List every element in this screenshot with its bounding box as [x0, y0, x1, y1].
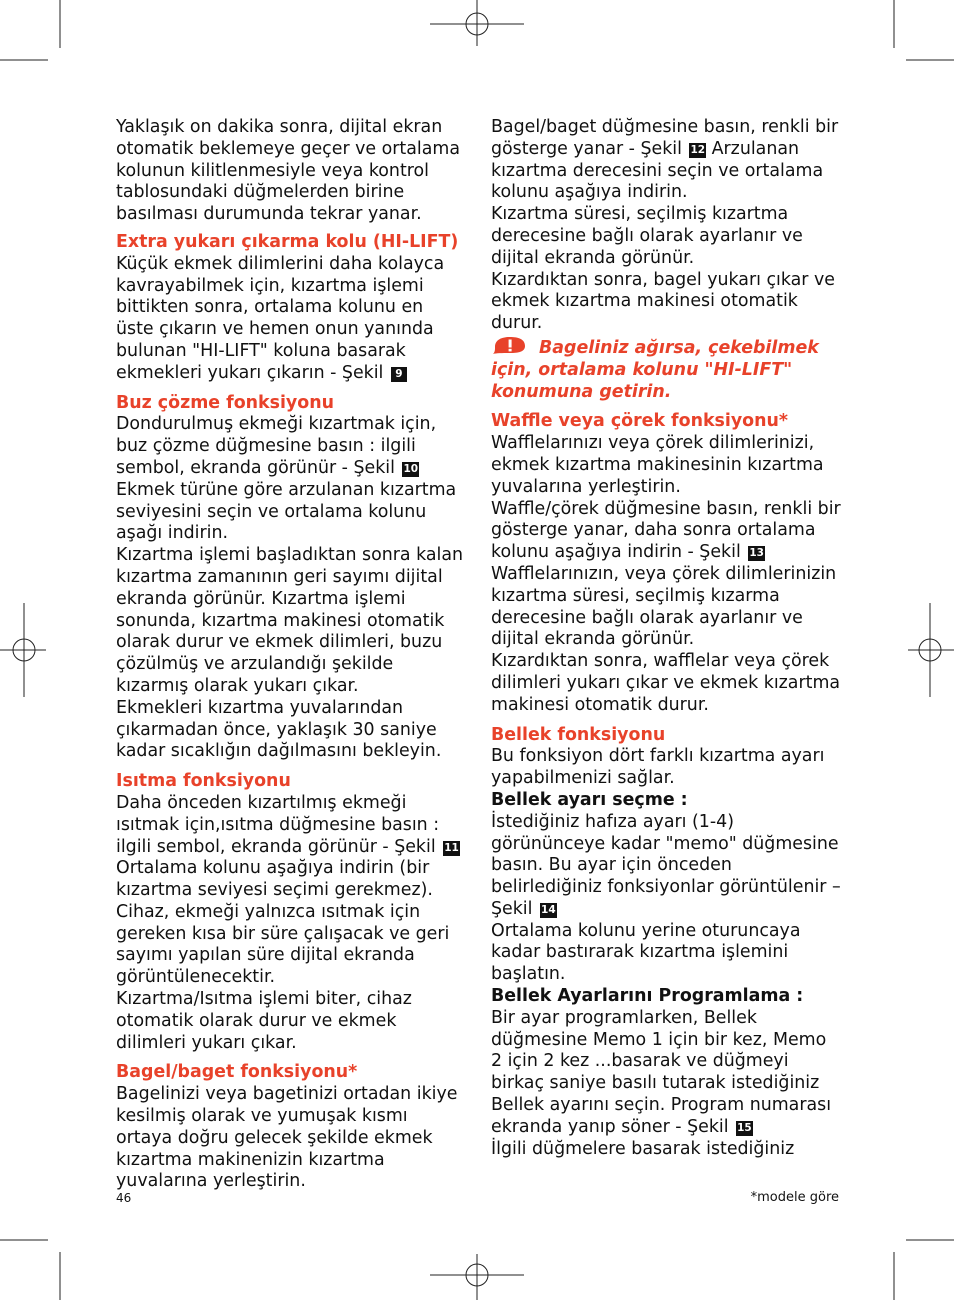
defrost-text: Dondurulmuş ekmeği kızartmak için, buz çözme düğmesine basın : ilgili sembol, ekranda görünür - Şekil: [116, 414, 437, 478]
waffle-text: Waffle/çörek düğmesine basın, renkli bir gösterge yanar, daha sonra ortalama kolunu aşağıya indirin - Şekil: [491, 498, 841, 563]
waffle-paragraph: Wafflelarınızı veya çörek dilimlerinizi, ekmek kızartma makinesinin kızartma yuvalarına yerleştirin.: [491, 433, 824, 497]
left-column: [116, 117, 466, 1193]
reheat-paragraph: Ortalama kolunu aşağıya indirin (bir kızartma seviyesi seçimi gerekmez).: [116, 858, 433, 901]
reheat-paragraph: [116, 793, 466, 858]
bagel-paragraph: Kızardıktan sonra, bagel yukarı çıkar ve ekmek kızartma makinesi otomatik durur.: [491, 269, 835, 334]
bagel-warning-note: [491, 335, 841, 403]
waffle-paragraph: Kızardıktan sonra, wafflelar veya çörek dilimleri yukarı çıkar ve ekmek kızartma makinesi otomatik durur.: [491, 651, 841, 715]
hilift-heading: Extra yukarı çıkarma kolu (HI-LIFT): [116, 231, 459, 252]
waffle-paragraph: Wafflelarınızın, veya çörek dilimlerinizin kızartma süresi, seçilmiş kızarma derecesine bağlı olarak ayarlanır ve dijital ekranda görünür.: [491, 563, 837, 650]
bagel-paragraph: Kızartma süresi, seçilmiş kızartma derecesine bağlı olarak ayarlanır ve dijital ekranda görünür.: [491, 204, 803, 268]
waffle-heading: Waffle veya çörek fonksiyonu*: [491, 411, 788, 432]
figure-ref-badge: 12: [690, 143, 706, 156]
registration-mark-icon: [0, 603, 46, 697]
registration-mark-icon: [908, 603, 954, 697]
bagel-paragraph: [491, 117, 841, 204]
defrost-paragraph: Ekmekleri kızartma yuvalarından çıkarmadan önce, yaklaşık 30 saniye kadar sıcaklığın dağılmasını bekleyin.: [116, 697, 442, 762]
figure-ref-badge: 14: [541, 903, 556, 916]
memory-paragraph: [491, 1008, 841, 1139]
bagel-heading: Bagel/baget fonksiyonu*: [116, 1062, 358, 1083]
defrost-heading: Buz çözme fonksiyonu: [116, 392, 334, 413]
registration-mark-icon: [430, 0, 524, 46]
hilift-text: Küçük ekmek dilimlerini daha kolayca kavrayabilmek için, kızartma işlemi bittikten sonra, ortalama kolunu en üste çıkarın ve hemen onun yanında bulunan "HI-LIFT" koluna basarak ekmekleri yukarı çıkarın - Şekil: [116, 253, 445, 383]
reheat-paragraph: Kızartma/Isıtma işlemi biter, cihaz otomatik olarak durur ve ekmek dilimleri yukarı çıkar.: [116, 989, 412, 1053]
reheat-heading: Isıtma fonksiyonu: [116, 771, 291, 792]
figure-ref-badge: 9: [391, 367, 407, 382]
figure-ref-badge: 13: [749, 547, 764, 560]
defrost-text: Ekmek türüne göre arzulanan kızartma seviyesini seçin ve ortalama kolunu aşağı indirin.: [116, 479, 457, 544]
memory-text: Bir ayar programlarken, Bellek düğmesine Memo 1 için bir kez, Memo 2 için 2 kez ...basarak ve düğmeyi birkaç saniye basılı tutarak istediğiniz Bellek ayarını seçin. Program numarası ekranda yanıp söner - Şekil: [491, 1007, 832, 1137]
memory-paragraph: [491, 812, 841, 921]
right-column: [491, 117, 841, 1160]
bagel-paragraph: Bagelinizi veya bagetinizi ortadan ikiye kesilmiş olarak ve yumuşak kısmı ortaya doğru gelecek şekilde ekmek kızartma makinenizin kızartma yuvalarına yerleştirin.: [116, 1084, 458, 1192]
reheat-paragraph: Cihaz, ekmeği yalnızca ısıtmak için gereken kısa bir süre çalışacak ve geri sayımı yapılan süre dijital ekranda görüntülenecektir.: [116, 901, 450, 988]
waffle-paragraph: [491, 499, 841, 564]
memory-text: İstediğiniz hafıza ayarı (1-4) görününceye kadar "memo" düğmesine basın. Bu ayar için önceden belirlediğiniz fonksiyonlar görüntülenir – Şekil: [491, 811, 841, 919]
note-text: Bageliniz ağırsa, çekebilmek için, ortalama kolunu "HI-LIFT" konumuna getirin.: [491, 337, 819, 402]
figure-ref-badge: 10: [403, 462, 419, 475]
bagel-text: Arzulanan kızartma derecesini seçin ve ortalama kolunu aşağıya indirin.: [491, 138, 824, 203]
memory-paragraph: Bu fonksiyon dört farklı kızartma ayarı yapabilmenizi sağlar.: [491, 746, 825, 789]
memory-paragraph: Ortalama kolunu yerine oturuncaya kadar bastırarak kızartma işlemini başlatın.: [491, 920, 801, 985]
memory-select-subheading: Bellek ayarı seçme :: [491, 789, 688, 810]
hilift-paragraph: [116, 254, 466, 385]
intro-paragraph: Yaklaşık on dakika sonra, dijital ekran otomatik beklemeye geçer ve ortalama kolunun kilitlenmesiyle veya kontrol tablosundaki düğmelerden birine basılması durumunda tekrar yanar.: [116, 117, 460, 225]
footnote: *modele göre: [750, 1190, 839, 1205]
memory-program-subheading: Bellek Ayarlarını Programlama :: [491, 986, 804, 1007]
reheat-text: Daha önceden kızartılmış ekmeği ısıtmak için,ısıtma düğmesine basın : ilgili sembol, ekranda görünür - Şekil: [116, 792, 440, 857]
figure-ref-badge: 11: [444, 841, 459, 854]
memory-paragraph: İlgili düğmelere basarak istediğiniz: [491, 1138, 795, 1159]
figure-ref-badge: 15: [737, 1121, 752, 1134]
defrost-paragraph: Kızartma işlemi başladıktan sonra kalan kızartma zamanının geri sayımı dijital ekranda görünür. Kızartma işlemi sonunda, kızartma makinesi otomatik olarak durur ve ekmek dilimleri, buzu çözülmüş ve arzulandığı şekilde kızarmış olarak yukarı çıkar.: [116, 545, 464, 696]
warning-icon: [491, 335, 529, 355]
registration-mark-icon: [430, 1254, 524, 1300]
memory-heading: Bellek fonksiyonu: [491, 724, 666, 745]
defrost-paragraph: [116, 414, 466, 545]
page-number: 46: [116, 1191, 132, 1205]
bagel-text: Bagel/baget düğmesine basın, renkli bir gösterge yanar - Şekil: [491, 117, 839, 159]
